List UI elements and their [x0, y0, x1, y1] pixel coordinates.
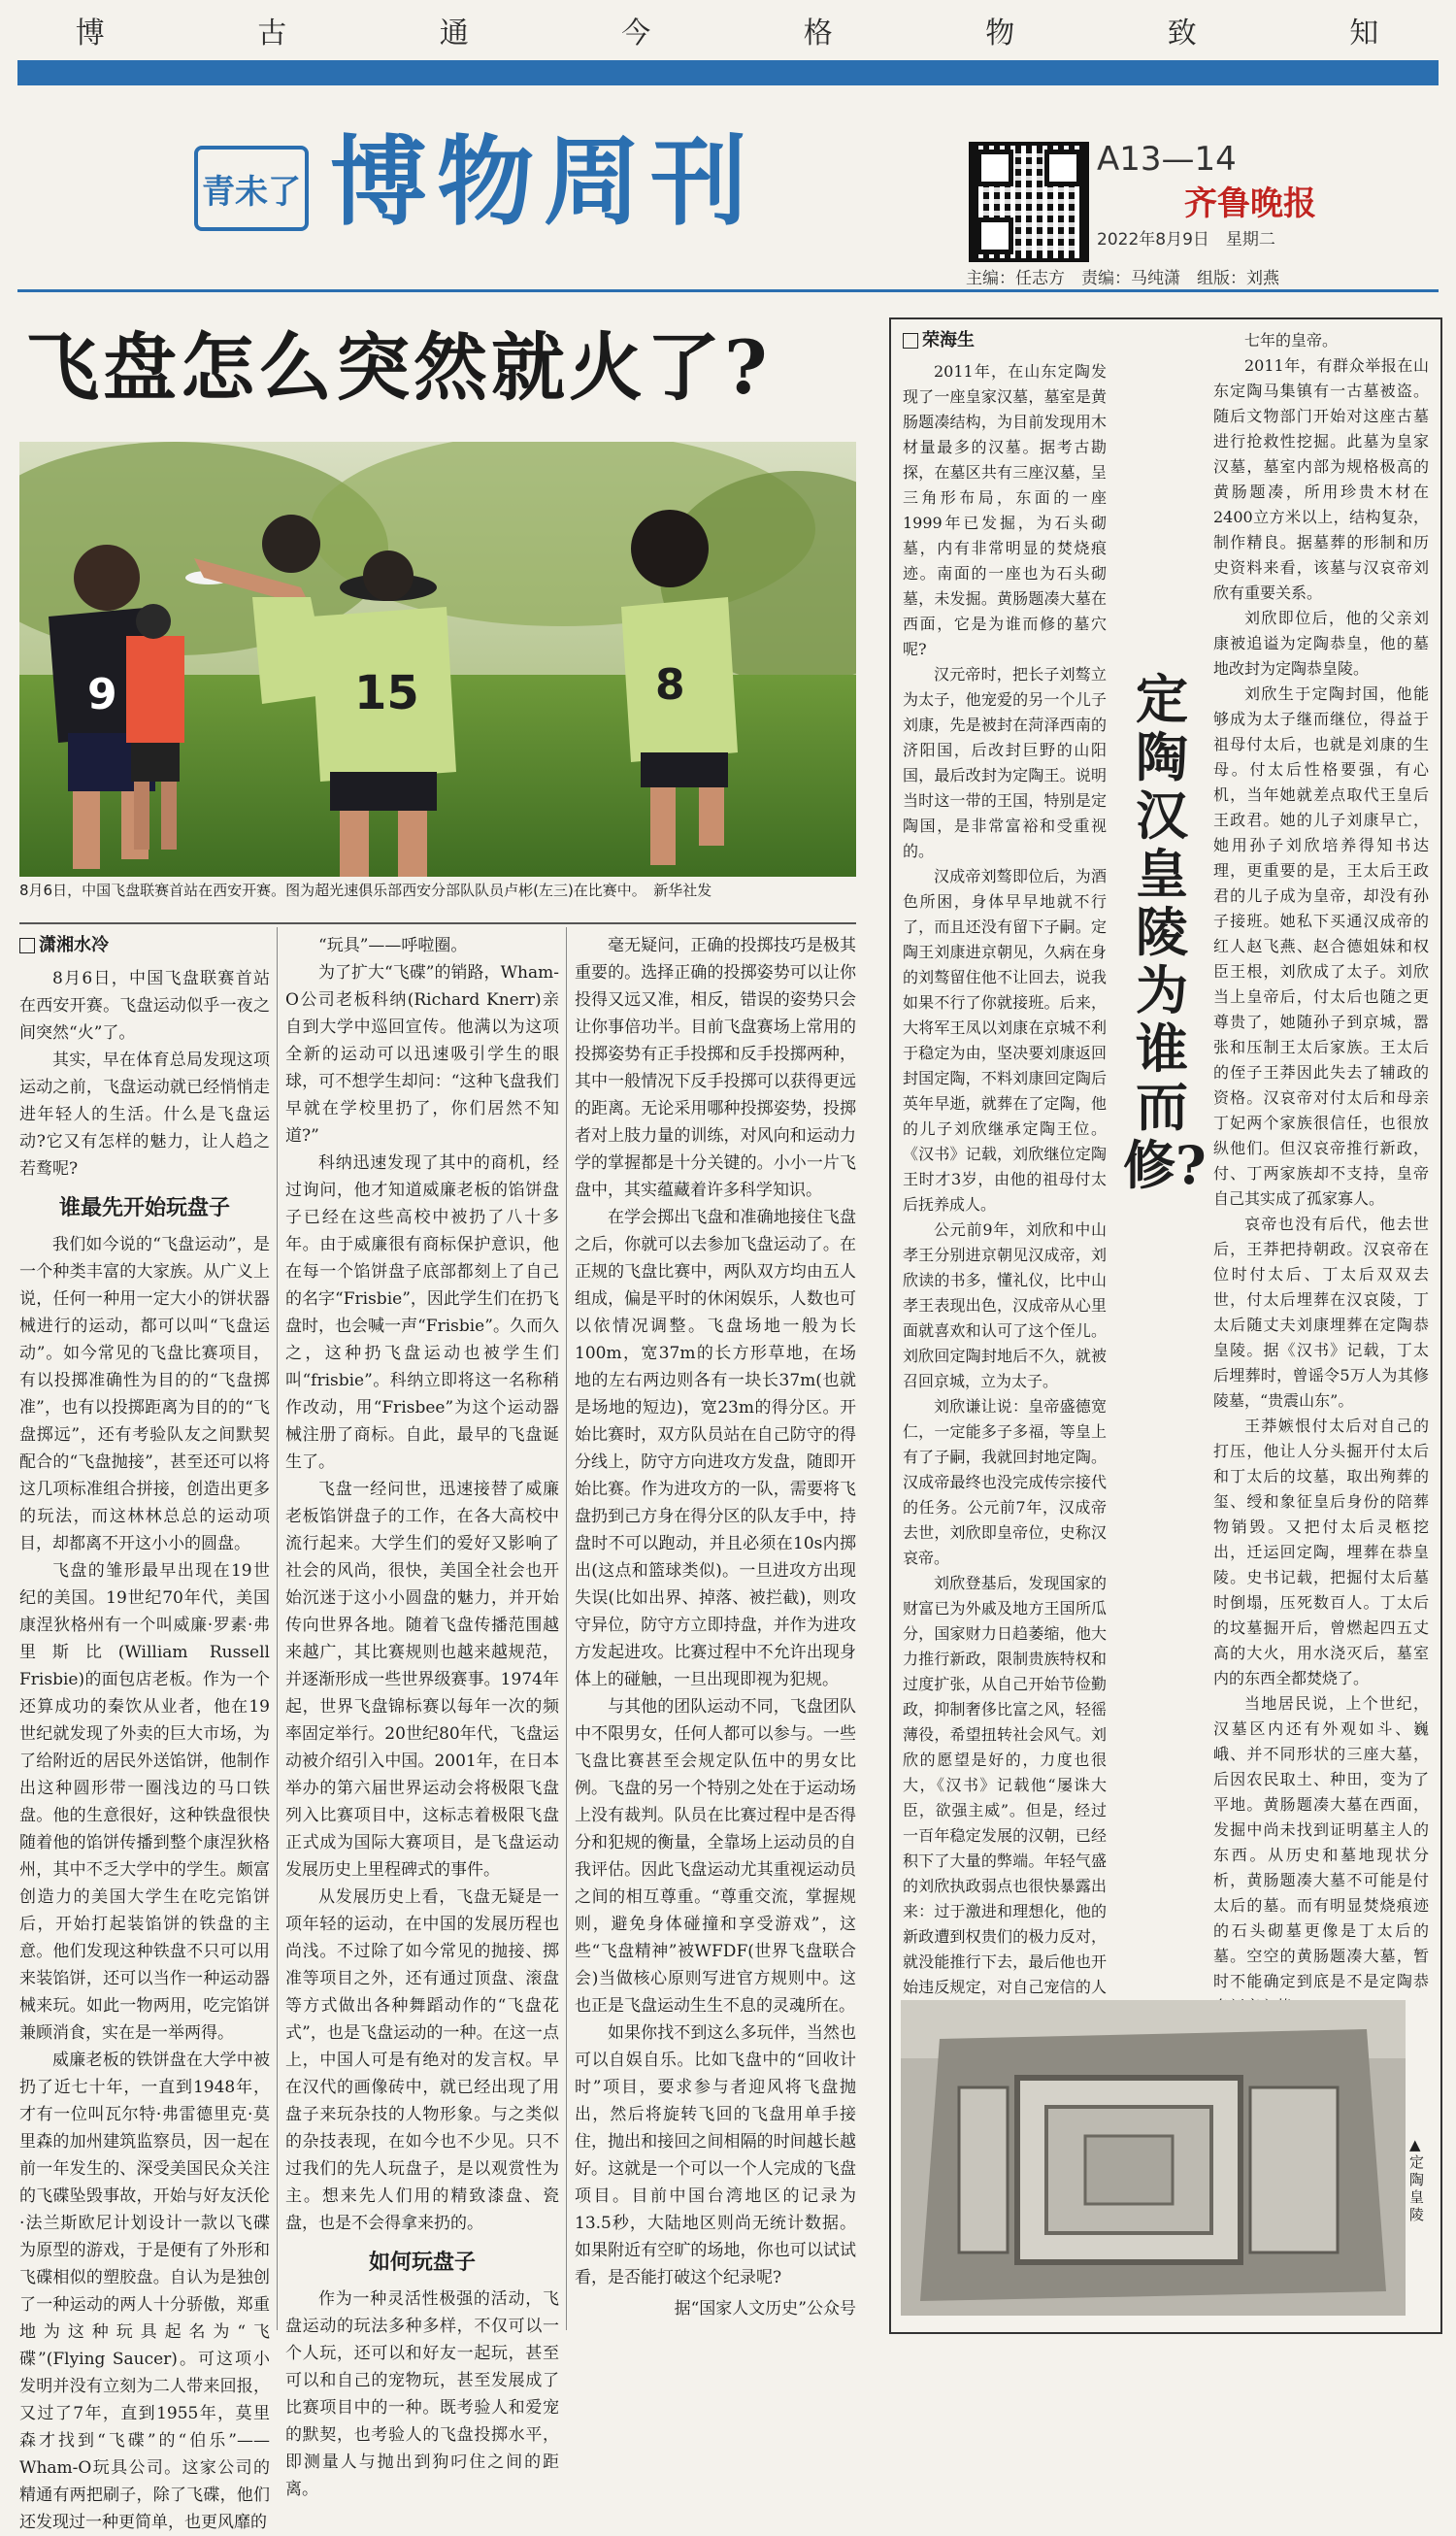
- paragraph: 2011年，有群众举报在山东定陶马集镇有一古墓被盗。随后文物部门开始对这座古墓进行抢救性挖掘。此墓为皇家汉墓，墓室内部为规格极高的黄肠题凑，所用珍贵木材在2400立方米以上，结构复杂，制作精良。据墓葬的形制和历史资料来看，该墓与汉哀帝刘欣有重要关系。: [1213, 356, 1429, 602]
- byline: 荣海生: [903, 328, 1107, 353]
- paragraph: 如果你找不到这么多玩伴，当然也可以自娱自乐。比如飞盘中的“回收计时”项目，要求参与者迎风将飞盘抛出，然后将旋转飞回的飞盘用单手接住，抛出和接回之间相隔的时间越长越好。这就是一个可以一个人完成的飞盘项目。目前中国台湾地区的记录为13.5秒，大陆地区则尚无统计数据。如果附近有空旷的场地，你也可以试试看，是否能打破这个纪录呢?: [575, 2023, 856, 2287]
- paragraph: 刘欣登基后，发现国家的财富已为外戚及地方王国所瓜分，国家财力日趋萎缩，他大力推行新政，限制贵族特权和过度扩张，从自己开始节俭勤政，抑制奢侈比富之风，轻徭薄役，希望扭转社会风气。刘欣的愿望是好的，力度也很大，《汉书》记载他“屡诛大臣，欲强主威”。但是，经过一百年稳定发展的汉朝，已经积下了大量的弊端。年轻气盛的刘欣执政弱点也很快暴露出来：过于激进和理想化，他的新政遭到权贵们的极力反对，就没能推行下去，最后他也开始违反规定，对自己宠信的人: [903, 1574, 1107, 1996]
- paragraph: 8月6日，中国飞盘联赛首站在西安开赛。飞盘运动似乎一夜之间突然“火”了。: [19, 969, 270, 1043]
- newspaper-name: 齐鲁晚报: [1184, 184, 1316, 223]
- tomb-photo-caption: ▲定陶皇陵: [1409, 2136, 1425, 2223]
- paragraph: 汉成帝刘骜即位后，为酒色所困，身体早早地就不行了，而且还没有留下子嗣。定陶王刘康进京朝见，久病在身的刘骜留住他不让回去，说我如果不行了你就接班。后来，大将军王凤以刘康在京城不利于稳定为由，坚决要刘康返回封国定陶，不料刘康回定陶后英年早逝，就葬在了定陶，他的儿子刘欣继承定陶王位。《汉书》记载，刘欣继位定陶王时才3岁，由他的祖母付太后抚养成人。: [903, 867, 1107, 1214]
- left-article-col-1: [19, 932, 270, 2536]
- paragraph: 为了扩大“飞碟”的销路，Wham-O公司老板科纳(Richard Knerr)亲自到大学中巡回宣传。他满以为这项全新的运动可以迅速吸引学生的眼球，可不想学生却问：“这种飞盘我们早就在学校里扔了，你们居然不知道?”: [285, 963, 559, 1146]
- paragraph: 毫无疑问，正确的投掷技巧是极其重要的。选择正确的投掷姿势可以让你投得又远又准，相反，错误的姿势只会让你事倍功半。目前飞盘赛场上常用的投掷姿势有正手投掷和反手投掷两种，其中一般情况下反手投掷可以获得更远的距离。无论采用哪种投掷姿势，投掷者对上肢力量的训练，对风向和运动力学的掌握都是十分关键的。小小一片飞盘中，其实蕴藏着许多科学知识。: [575, 936, 856, 1200]
- motto-char: 致: [1167, 17, 1199, 50]
- motto-char: 古: [257, 17, 289, 50]
- paragraph: “玩具”——呼啦圈。: [318, 936, 468, 955]
- tomb-photo: [901, 2000, 1406, 2316]
- paragraph: 七年的皇帝。: [1244, 331, 1339, 350]
- paragraph: 从发展历史上看，飞盘无疑是一项年轻的运动，在中国的发展历程也尚浅。不过除了如今常见的抛接、掷准等项目之外，还有通过顶盘、滚盘等方式做出各种舞蹈动作的“飞盘花式”，也是飞盘运动的一种。在这一点上，中国人可是有绝对的发言权。早在汉代的画像砖中，就已经出现了用盘子来玩杂技的人物形象。与之类似的杂技表现，在如今也不少见。只不过我们的先人玩盘子，是以观赏性为主。想来先人们用的精致漆盘、瓷盘，也是不会得拿来扔的。: [285, 1887, 559, 2233]
- page-title: 博物周刊: [330, 125, 757, 239]
- jersey-number: 9: [87, 670, 117, 719]
- paragraph: 威廉老板的铁饼盘在大学中被扔了近七十年，一直到1948年，才有一位叫瓦尔特·弗雷德里克·莫里森的加州建筑监察员，因一起在前一年发生的、深受美国民众关注的飞碟坠毁事故，开始与好友沃伦·法兰斯欧尼计划设计一款以飞碟为原型的游戏，于是便有了外形和飞碟相似的塑胶盘。自认为是独创了一种运动的两人十分骄傲，郑重地为这种玩具起名为“飞碟”(Flying Saucer)。可这项小发明并没有立刻为二人带来回报，又过了7年，直到1955年，莫里森才找到“飞碟”的“伯乐”——Wham-O玩具公司。这家公司的精通有两把刷子，除了飞碟，他们还发现过一种更简单，也更风靡的: [19, 2051, 270, 2532]
- source-credit: 据“国家人文历史”公众号: [674, 2299, 856, 2319]
- motto-char: 博: [75, 17, 107, 50]
- frisbee-photo-art: [19, 442, 856, 877]
- dateline: 2022年8月9日 星期二: [1097, 230, 1275, 250]
- left-article-col-2: [285, 932, 559, 2503]
- paragraph: 刘欣即位后，他的父亲刘康被追谥为定陶恭皇，他的墓地改封为定陶恭皇陵。: [1213, 609, 1429, 678]
- paragraph: 当地居民说，上个世纪，汉墓区内还有外观如斗、巍峨、并不同形状的三座大墓，后因农民取土、种田，变为了平地。黄肠题凑大墓在西面，发掘中尚未找到证明墓主人的东西。从历史和墓地现状分析，黄肠题凑大墓不可能是付太后的墓。而有明显焚烧痕迹的石头砌墓更像是丁太后的墓。空空的黄肠题凑大墓，暂时不能确定到底是不是定陶恭: [1213, 1694, 1429, 1990]
- masthead-rule: [17, 289, 1439, 292]
- paragraph: 我们如今说的“飞盘运动”，是一个种类丰富的大家族。从广义上说，任何一种用一定大小的饼状器械进行的运动，都可以叫“飞盘运动”。如今常见的飞盘比赛项目，有以投掷准确性为目的的“飞盘掷准”，也有以投掷距离为目的的“飞盘掷远”，还有考验队友之间默契配合的“飞盘抛接”，甚至还可以将这几项标准组合拼接，创造出更多的玩法，而这林林总总的运动项目，却都离不开这小小的圆盘。: [19, 1235, 270, 1553]
- left-article-col-3: [575, 932, 856, 2322]
- blue-rule: [17, 60, 1439, 85]
- editors-line: 主编：任志方 责编：马纯潇 组版：刘燕: [966, 269, 1279, 288]
- paragraph: 汉元帝时，把长子刘骜立为太子，他宠爱的另一个儿子刘康，先是被封在菏泽西南的济阳国，后改封巨野的山阳国，最后改封为定陶王。说明当时这一带的王国，特别是定陶国，是非常富裕和受重视的。: [903, 665, 1107, 860]
- tomb-photo-art: [901, 2000, 1406, 2316]
- column-rule: [566, 927, 567, 2330]
- paragraph: 与其他的团队运动不同，飞盘团队中不限男女，任何人都可以参与。一些飞盘比赛甚至会规定队伍中的男女比例。飞盘的另一个特别之处在于运动场上没有裁判。队员在比赛过程中是否得分和犯规的衡量，全靠场上运动员的自我评估。因此飞盘运动尤其重视运动员之间的相互尊重。“尊重交流，掌握规则，避免身体碰撞和享受游戏”，这些“飞盘精神”被WFDF(世界飞盘联合会)当做核心原则写进官方规则中。这也正是飞盘运动生生不息的灵魂所在。: [575, 1697, 856, 2016]
- motto-char: 物: [985, 17, 1017, 50]
- right-article-title: 定陶汉皇陵为谁而修?: [1123, 668, 1207, 1196]
- paragraph: 2011年，在山东定陶发现了一座皇家汉墓，墓室是黄肠题凑结构，为目前发现用木材量最多的汉墓。据考古勘探，在墓区共有三座汉墓，呈三角形布局，东面的一座1999年已发掘，为石头砌墓，内有非常明显的焚烧痕迹。南面的一座也为石头砌墓，未发掘。黄肠题凑大墓在西面，它是为谁而修的墓穴呢?: [903, 362, 1107, 658]
- logo: 青未了: [194, 146, 309, 231]
- subheading: 谁最先开始玩盘子: [58, 1195, 230, 1220]
- paragraph: 哀帝也没有后代，他去世后，王莽把持朝政。汉哀帝在位时付太后、丁太后双双去世，付太后埋葬在汉哀陵，丁太后随丈夫刘康埋葬在定陶恭皇陵。据《汉书》记载，丁太后埋葬时，曾谣令5万人为其修陵墓，“贵震山东”。: [1213, 1215, 1429, 1410]
- paragraph: 飞盘的雏形最早出现在19世纪的美国。19世纪70年代，美国康涅狄格州有一个叫威廉·罗素·弗里斯比(William Russell Frisbie)的面包店老板。作为一个还算成功的秦饮从业者，他在19世纪就发现了外卖的巨大市场，为了给附近的居民外送馅饼，他制作出这种圆形带一圈浅边的马口铁盘。他的生意很好，这种铁盘很快随着他的馅饼传播到整个康涅狄格州，其中不乏大学中的学生。颇富创造力的美国大学生在吃完馅饼后，开始打起装馅饼的铁盘的主意。他们发现这种铁盘不只可以用来装馅饼，还可以当作一种运动器械来玩。如此一物两用，吃完馅饼兼顾消食，实在是一举两得。: [19, 1561, 270, 2043]
- motto-char: 知: [1349, 17, 1381, 50]
- paragraph: 刘欣谦让说：皇帝盛德宽仁，一定能多子多福，等皇上有了子嗣，我就回封地定陶。汉成帝最终也没完成传宗接代的任务。公元前7年，汉成帝去世，刘欣即皇帝位，史称汉哀帝。: [903, 1397, 1107, 1567]
- paragraph: 公元前9年，刘欣和中山孝王分别进京朝见汉成帝，刘欣读的书多，懂礼仪，比中山孝王表现出色，汉成帝从心里面就喜欢和认可了这个侄儿。刘欣回定陶封地后不久，就被召回京城，立为太子。: [903, 1220, 1107, 1390]
- motto-char: 今: [621, 17, 653, 50]
- page-numbers: A13—14: [1097, 140, 1237, 179]
- qr-code-icon[interactable]: [969, 142, 1089, 262]
- paragraph: 王莽嫉恨付太后对自己的打压，他让人分头掘开付太后和丁太后的坟墓，取出殉葬的玺、绶和象征皇后身份的陪葬物销毁。又把付太后灵柩挖出，迁运回定陶，埋葬在恭皇陵。史书记载，把掘付太后墓时倒塌，压死数百人。丁太后的坟墓掘开后，曾燃起四五丈高的大火，用水浇灭后，墓室内的东西全都焚烧了。: [1213, 1417, 1429, 1687]
- jersey-number: 8: [655, 660, 685, 710]
- motto-band: [0, 0, 1456, 60]
- paragraph: 作为一种灵活性极强的活动，飞盘运动的玩法多种多样，不仅可以一个人玩，还可以和好友一起玩，甚至可以和自己的宠物玩，甚至发展成了比赛项目中的一种。既考验人和爱宠的默契，也考验人的飞盘投掷水平，即测量人与抛出到狗叼住之间的距离。: [285, 2289, 559, 2499]
- paragraph: 刘欣生于定陶封国，他能够成为太子继而继位，得益于祖母付太后，也就是刘康的生母。付太后性格要强，有心机，当年她就差点取代王皇后王政君。她的儿子刘康早亡，她用孙子刘欣培养得知书达理，更重要的是，王太后王政君的儿子成为皇帝，却没有孙子接班。她私下买通汉成帝的红人赵飞燕、赵合德姐妹和权臣王根，刘欣成了太子。刘欣当上皇帝后，付太后也随之更尊贵了，她随孙子到京城，嚣张和压制王太后家族。王太后的侄子王莽因此失去了辅政的资格。汉哀帝对付太后和母亲丁妃两个家族很信任，也很放纵他们。但汉哀帝推行新政，付、丁两家族却不支持，皇帝自己其实成了孤家寡人。: [1213, 684, 1429, 1208]
- jersey-number: 15: [354, 666, 419, 720]
- motto-char: 通: [439, 17, 471, 50]
- paragraph: 在学会掷出飞盘和准确地接住飞盘之后，你就可以去参加飞盘运动了。在正规的飞盘比赛中，两队双方均由五人组成，偏是平时的休闲娱乐，人数也可以依情况调整。飞盘场地一般为长100m，宽37m的长方形草地，在场地的左右两边则各有一块长37m(也就是场地的短边)，宽23m的得分区。开始比赛时，双方队员站在自己防守的得分线上，防守方向进攻方发盘，随即开始比赛。作为进攻方的一队，需要将飞盘扔到己方身在得分区的队友手中，持盘时不可以跑动，并且必须在10s内掷出(这点和篮球类似)。一旦进攻方出现失误(比如出界、掉落、被拦截)，则攻守异位，防守方立即持盘，并作为进攻方发起进攻。比赛过程中不允许出现身体上的碰触，一旦出现即视为犯规。: [575, 1208, 856, 1689]
- paragraph: 科纳迅速发现了其中的商机，经过询问，他才知道威廉老板的馅饼盘子已经在这些高校中被扔了八十多年。由于威廉很有商标保护意识，他在每一个馅饼盘子底部都刻上了自己的名字“Frisbie”，因此学生们在扔飞盘时，也会喊一声“Frisbie”。久而久之，这种扔飞盘运动也被学生们叫“frisbie”。科纳立即将这一名称稍作改动，用“Frisbee”为这个运动器械注册了商标。自此，最早的飞盘诞生了。: [285, 1153, 559, 1472]
- headline: 飞盘怎么突然就火了?: [25, 324, 772, 411]
- subheading: 如何玩盘子: [368, 2250, 476, 2275]
- photo-caption: 8月6日，中国飞盘联赛首站在西安开赛。图为超光速俱乐部西安分部队队员卢彬(左三)在比赛中。 新华社发: [19, 882, 712, 899]
- paragraph: 其实，早在体育总局发现这项运动之前，飞盘运动就已经悄悄走进年轻人的生活。什么是飞盘运动?它又有怎样的魅力，让人趋之若鹜呢?: [19, 1051, 270, 1179]
- byline: 潇湘水冷: [19, 932, 270, 959]
- paragraph: 飞盘一经问世，迅速接替了威廉老板馅饼盘子的工作，在各大高校中流行起来。大学生们的爱好又影响了社会的风尚，很快，美国全社会也开始沉迷于这小小圆盘的魅力，并开始传向世界各地。随着飞盘传播范围越来越广，其比赛规则也越来越规范，并逐渐形成一些世界级赛事。1974年起，世界飞盘锦标赛以每年一次的频率固定举行。20世纪80年代，飞盘运动被介绍引入中国。2001年，在日本举办的第六届世界运动会将极限飞盘列入比赛项目中，这标志着极限飞盘正式成为国际大赛项目，是飞盘运动发展历史上里程碑式的事件。: [285, 1480, 559, 1880]
- motto-char: 格: [803, 17, 835, 50]
- right-article-col-1: [903, 328, 1107, 2101]
- frisbee-photo: [19, 442, 856, 877]
- column-rule: [277, 927, 278, 2330]
- right-article-col-2: [1213, 328, 1429, 2019]
- caption-rule: [19, 922, 856, 924]
